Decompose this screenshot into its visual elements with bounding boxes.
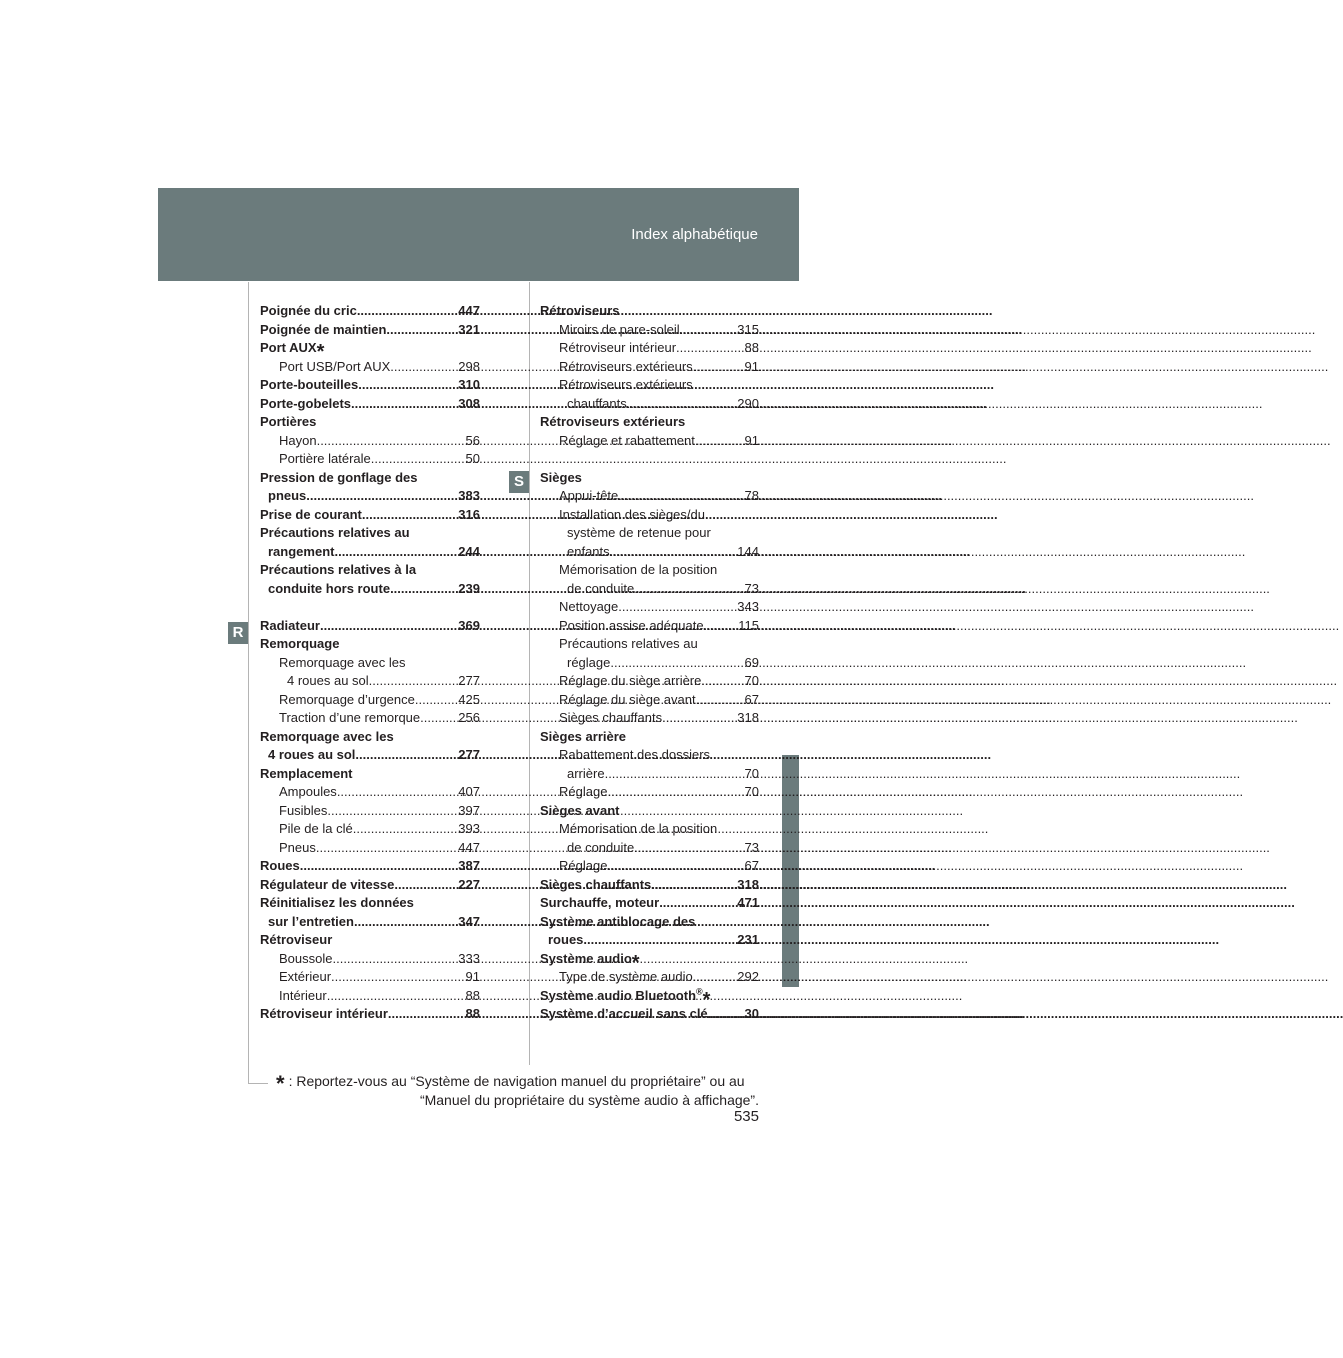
dot-leader [300,857,458,876]
entry-page: 447 [458,839,480,855]
index-spacer [260,598,480,617]
index-entry [260,1005,480,1024]
entry-page: 316 [458,506,480,522]
entry-label: roues [548,932,584,947]
index-entry [260,876,480,895]
entry-page: 290 [737,395,759,411]
footnote-star: * [316,341,325,363]
entry-label: Réglage et rabattement [559,432,695,448]
index-entry [260,913,480,932]
entry-label: Poignée de maintien [260,321,387,337]
index-entry [260,950,480,969]
index-entry [260,524,480,543]
index-entry [540,857,759,876]
dot-leader [358,376,457,395]
index-entry [260,765,480,784]
entry-label: Prise de courant [260,506,362,522]
column-rule-left [248,282,249,1084]
index-entry [260,487,480,506]
dot-leader [371,450,465,469]
entry-page: 383 [458,488,480,503]
entry-label: Système antiblocage des [540,913,696,929]
entry-page: 343 [737,599,759,614]
dot-leader [306,487,457,506]
dot-leader [659,894,736,913]
entry-label: Installation des sièges/du [559,506,705,522]
entry-page: 244 [458,543,480,559]
entry-label: Système audio [540,950,632,966]
entry-label: Poignée du cric [260,303,357,318]
entry-label: Réglage du siège avant [559,691,696,707]
index-entry [260,968,480,987]
entry-label: Port USB/Port AUX [279,358,391,374]
index-entry [260,413,480,432]
entry-page: 70 [744,784,759,799]
entry-label: Rétroviseur intérieur [559,340,677,355]
entry-label: 4 roues au sol [268,747,356,762]
index-entry [260,339,480,363]
index-entry [540,506,759,525]
entry-page: 30 [744,1006,759,1021]
section-letter-r: R [228,622,248,644]
index-entry [540,913,759,932]
entry-label: Mémorisation de la position [559,562,718,577]
entry-label: Position assise adéquate [559,617,704,633]
entry-page: 277 [458,673,480,688]
footnote-line-1: : Reportez-vous au “Système de navigation manuel du propriétaire” ou au [288,1073,745,1089]
dot-leader [701,672,743,691]
dot-leader [390,358,457,377]
dot-leader [317,432,465,451]
index-entry [540,580,759,599]
footnote-line-2: “Manuel du propriétaire du système audio à affichage”. [419,1092,759,1108]
entry-page: 73 [744,580,759,596]
entry-page: 67 [744,858,759,873]
index-entry [260,672,480,691]
entry-label: Précautions relatives à la [260,562,417,577]
dot-leader [334,543,457,562]
index-entry [540,691,759,710]
index-entry [260,691,480,710]
dot-leader [362,506,457,525]
entry-label: Sièges [540,469,582,485]
entry-label: Surchauffe, moteur [540,895,660,910]
index-entry [540,931,759,950]
index-entry [540,654,759,673]
index-entry [540,321,759,340]
index-entry [260,395,480,414]
entry-page: 315 [737,321,759,337]
entry-label: Traction d’une remorque [279,710,421,725]
entry-label: arrière [567,765,605,781]
dot-leader [415,691,457,710]
entry-label: Extérieur [279,969,332,984]
entry-page: 91 [744,432,759,448]
index-column-right [540,302,759,1024]
dot-leader [394,876,457,895]
dot-leader [605,765,744,784]
dot-leader [610,654,743,673]
index-entry [540,395,759,414]
entry-label: Miroirs de pare-soleil [559,321,680,337]
index-entry [260,783,480,802]
index-entry [540,894,759,913]
index-entry [260,580,480,599]
index-entry [540,968,759,987]
entry-page: 70 [744,673,759,688]
index-entry [260,469,480,488]
dot-leader [610,543,737,562]
index-entry [540,783,759,802]
entry-label: Type de système audio [559,969,693,984]
entry-label: Appui-tête [559,488,619,503]
index-entry [260,839,480,858]
dot-leader [680,321,737,340]
entry-page: 256 [458,710,480,725]
dot-leader [634,580,743,599]
dot-leader [332,950,457,969]
entry-label: Boussole [279,950,333,966]
entry-page: 67 [744,691,759,707]
entry-page: 425 [458,691,480,707]
entry-label: Remorquage d’urgence [279,691,415,707]
index-entry [260,376,480,395]
dot-leader [351,395,457,414]
footnote [276,1073,759,1108]
entry-label: Portière latérale [279,451,371,466]
dot-leader [420,709,457,728]
entry-label: conduite hors route [268,580,391,596]
index-entry [540,709,759,728]
footnote-star: * [702,988,711,1011]
index-entry [260,321,480,340]
entry-label: 4 roues au sol [287,673,369,688]
entry-label: chauffants [567,395,627,411]
dot-leader [337,783,457,802]
entry-page: 88 [744,340,759,355]
index-entry [260,543,480,562]
entry-page: 308 [458,395,480,411]
dot-leader [607,857,743,876]
footnote-star: * [631,951,640,974]
index-entry [540,728,759,747]
section-letter-s: S [509,471,529,493]
index-entry [260,728,480,747]
entry-label: Système audio Bluetooth [540,987,697,1003]
dot-leader [704,617,738,636]
entry-label: Port AUX [260,340,317,355]
index-entry [540,839,759,858]
entry-label: Rabattement des dossiers [559,747,711,762]
entry-label: Régulateur de vitesse [260,876,395,892]
index-entry [540,950,759,974]
footnote-star: * [276,1071,285,1096]
entry-page: 70 [744,765,759,781]
entry-label: Sièges avant [540,802,620,818]
entry-page: 73 [744,839,759,855]
entry-page: 231 [737,932,759,947]
entry-label: rangement [268,543,335,559]
entry-label: Réglage [559,784,608,799]
entry-page: 277 [458,747,480,762]
index-entry [540,487,759,506]
entry-label: de conduite [567,580,635,596]
entry-page: 239 [458,580,480,596]
entry-label: Remorquage avec les [260,728,394,744]
entry-label: Remorquage avec les [279,654,406,670]
entry-label: Sièges arrière [540,728,627,744]
index-entry [540,598,759,617]
entry-page: 397 [458,802,480,818]
index-entry [260,931,480,950]
index-entry [540,802,759,821]
entry-label: Porte-gobelets [260,395,352,411]
dot-leader [708,1005,744,1024]
entry-page: 88 [465,987,480,1003]
index-entry [260,987,480,1006]
index-entry [540,358,759,377]
entry-label: Rétroviseurs extérieurs [559,377,693,392]
index-entry [260,820,480,839]
dot-leader [388,1005,465,1024]
index-entry [260,709,480,728]
index-entry [260,432,480,451]
entry-page: 387 [458,858,480,873]
entry-page: 88 [465,1006,480,1021]
entry-label: Porte-bouteilles [260,377,359,392]
dot-leader [357,302,457,321]
index-entry [260,857,480,876]
index-spacer [540,450,759,469]
entry-label: réglage [567,654,611,670]
entry-label: Précautions relatives au [559,636,698,651]
entry-label: Intérieur [279,987,327,1003]
dot-leader [327,802,457,821]
dot-leader [607,783,743,802]
index-entry [260,746,480,765]
entry-page: 318 [737,876,759,892]
dot-leader [676,339,743,358]
index-entry [260,302,480,321]
entry-page: 69 [744,654,759,670]
index-entry [540,765,759,784]
entry-label: Remplacement [260,765,353,781]
dot-leader [331,968,465,987]
entry-page: 227 [458,876,480,892]
index-entry [540,432,759,451]
entry-label: Radiateur [260,617,320,633]
index-entry [540,376,759,395]
entry-label: Mémorisation de la position [559,821,718,836]
index-entry [540,543,759,562]
entry-page: 471 [737,895,759,910]
entry-label: Rétroviseur [260,932,333,947]
entry-label: Rétroviseur intérieur [260,1006,388,1021]
index-entry [540,986,759,1011]
dot-leader [693,358,744,377]
entry-page: 318 [737,710,759,725]
dot-leader [693,968,737,987]
dot-leader [369,672,458,691]
dot-leader [390,580,457,599]
index-entry [260,635,480,654]
entry-label: de conduite [567,839,635,855]
entry-label: Remorquage [260,636,340,651]
entry-label: pneus [268,488,307,503]
entry-page: 447 [458,303,480,318]
entry-label: Rétroviseurs extérieurs [540,414,686,429]
entry-page: 333 [458,950,480,966]
dot-leader [583,931,736,950]
entry-page: 292 [737,969,759,984]
entry-label: Pneus [279,839,316,855]
index-entry [260,358,480,377]
index-entry [540,820,759,839]
index-column-left [260,302,480,1024]
dot-leader [695,432,744,451]
entry-page: 91 [465,969,480,984]
dot-leader [627,395,737,414]
entry-label: enfants [567,543,610,559]
entry-label: Nettoyage [559,599,619,614]
dot-leader [618,598,736,617]
index-entry [540,302,759,321]
index-entry [540,469,759,488]
entry-label: Pile de la clé [279,821,353,836]
index-entry [540,561,759,580]
index-entry [260,561,480,580]
entry-page: 91 [744,358,759,374]
entry-label: système de retenue pour [567,525,711,540]
dot-leader [386,321,457,340]
entry-page: 56 [465,432,480,448]
index-entry [540,617,759,636]
dot-leader [696,691,744,710]
index-entry [540,746,759,765]
entry-label: Fusibles [279,802,328,818]
entry-page: 321 [458,321,480,337]
header-band [158,188,799,281]
entry-label: Réglage du siège arrière [559,673,702,688]
dot-leader [327,987,465,1006]
entry-label: Réglage [559,858,608,873]
entry-page: 50 [465,451,480,466]
entry-label: Hayon [279,432,317,448]
index-entry [540,635,759,654]
index-entry [260,450,480,469]
page-title: Index alphabétique [631,226,758,243]
entry-label: Pression de gonflage des [260,469,418,485]
dot-leader [355,746,457,765]
index-entry [540,876,759,895]
index-entry [260,506,480,525]
index-entry [540,1005,759,1024]
entry-page: 347 [458,913,480,929]
index-entry [260,802,480,821]
entry-page: 369 [458,617,480,633]
entry-page: 310 [458,377,480,392]
dot-leader [354,913,457,932]
entry-label: Précautions relatives au [260,525,410,540]
index-entry [260,894,480,913]
entry-page: 407 [458,784,480,799]
entry-label: Rétroviseurs extérieurs [559,358,693,374]
dot-leader [634,839,743,858]
entry-page: 78 [744,488,759,503]
dot-leader [618,487,743,506]
entry-label: Sièges chauffants [559,710,663,725]
index-entry [260,617,480,636]
entry-label: Rétroviseurs [540,303,620,318]
dot-leader [353,820,458,839]
entry-label: Système d’accueil sans clé [540,1006,708,1021]
dot-leader [316,839,457,858]
page-number: 535 [733,1108,759,1125]
index-entry [540,339,759,358]
entry-page: 144 [737,543,759,559]
index-entry [260,654,480,673]
entry-label: Réinitialisez les données [260,895,414,910]
index-entry [540,524,759,543]
entry-label: Sièges chauffants [540,876,652,892]
footnote-rule [248,1083,268,1084]
entry-label: Portières [260,414,317,429]
entry-page: 115 [738,617,759,633]
index-entry [540,672,759,691]
entry-label: Roues [260,858,300,873]
entry-page: 298 [458,358,480,374]
dot-leader [651,876,736,895]
dot-leader [662,709,736,728]
dot-leader [320,617,457,636]
entry-page: 393 [458,821,480,836]
registered-mark: ® [696,986,703,997]
index-entry [540,413,759,432]
entry-label: sur l’entretien [268,913,354,929]
entry-label: Ampoules [279,784,337,799]
